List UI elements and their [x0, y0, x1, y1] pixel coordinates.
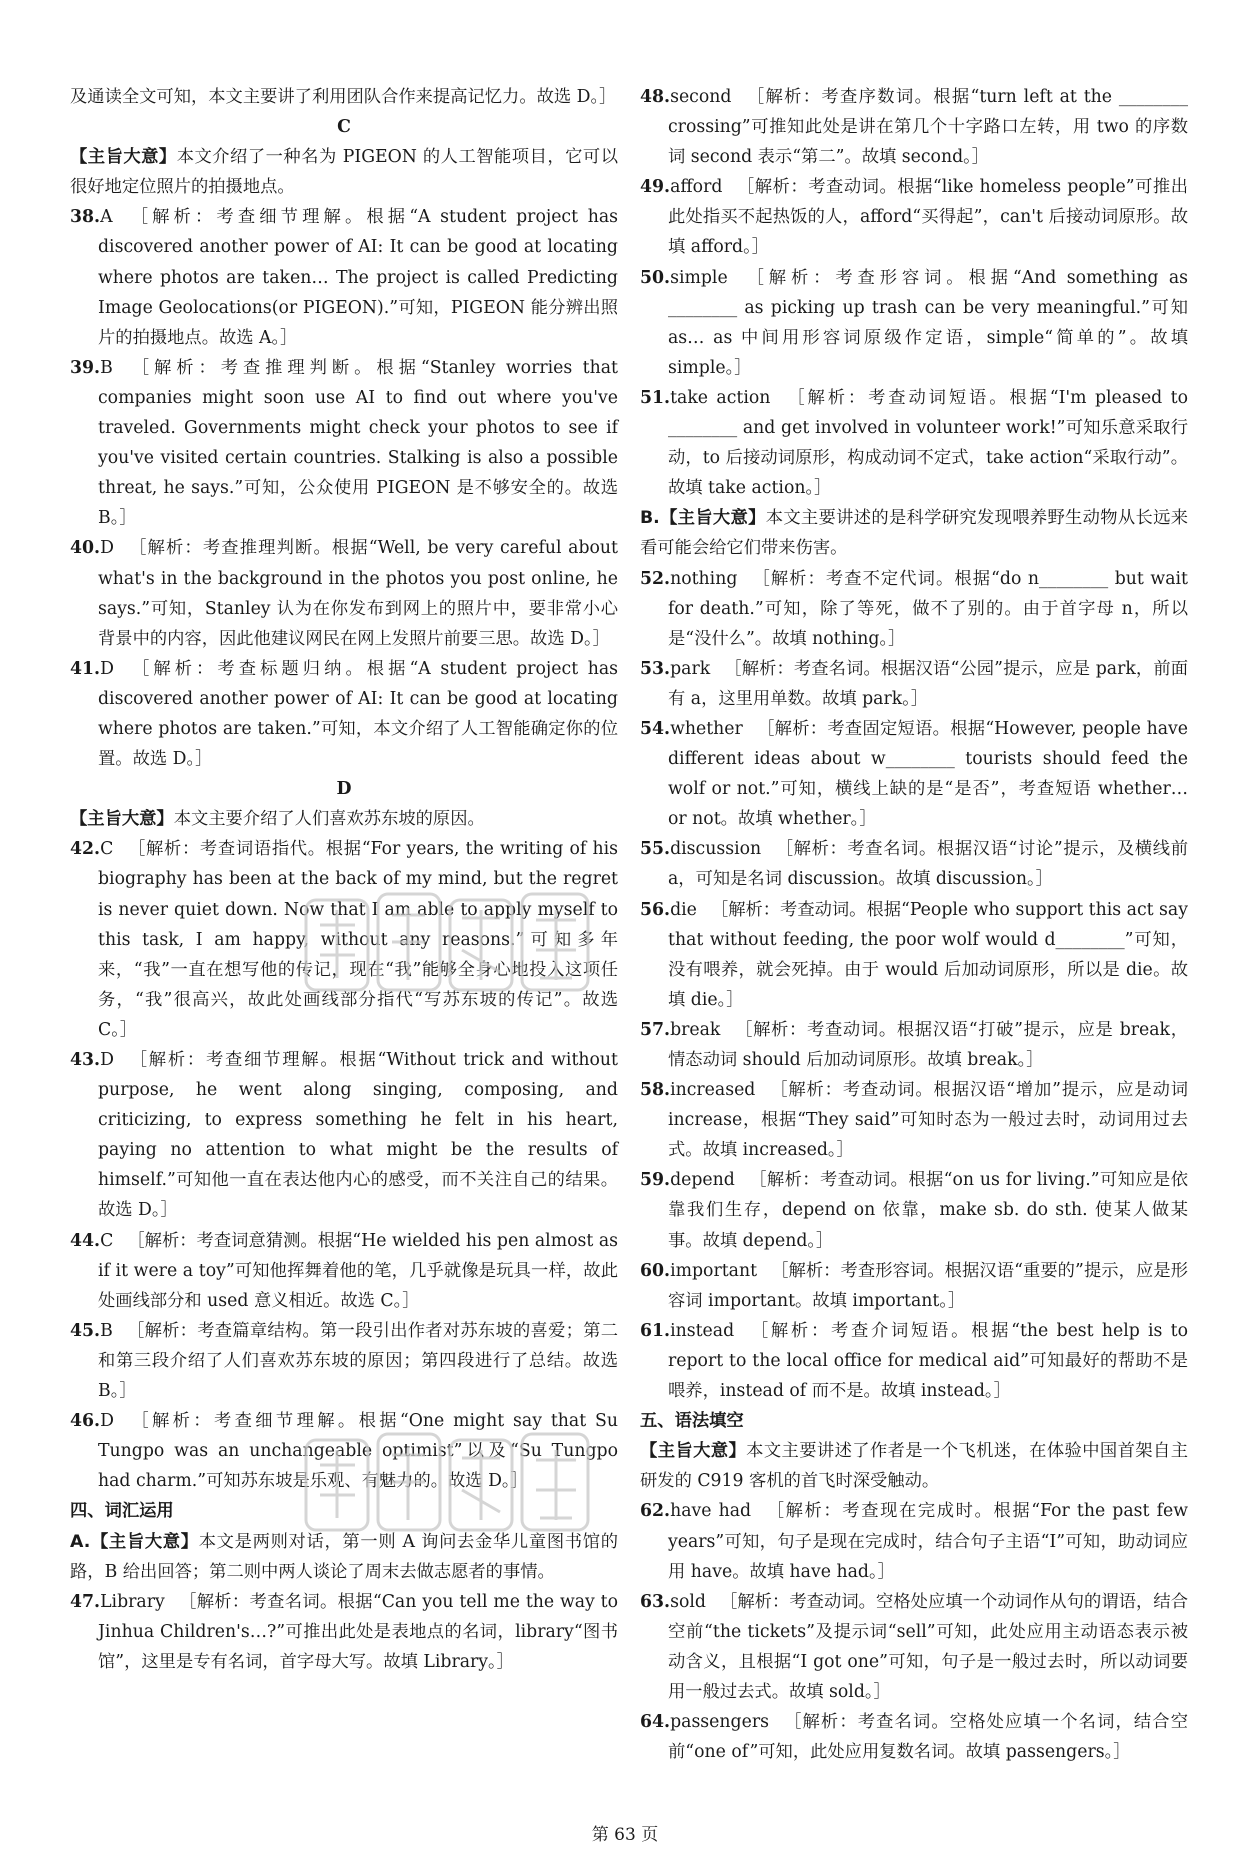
- question-number: 64.: [640, 1712, 671, 1733]
- paragraph: 及通读全文可知，本文主要讲了利用团队合作来提高记忆力。故选 D。］: [70, 87, 617, 107]
- answer-item: [640, 1015, 1188, 1075]
- question-number: 46.: [70, 1411, 101, 1432]
- explanation-text: ［解析：考查名词。根据汉语“公园”提示，应是 park，前面有 a，这里用单数。故填 park。］: [668, 658, 1188, 709]
- question-number: 45.: [70, 1320, 101, 1341]
- answer-value: C: [100, 839, 114, 860]
- answer-item: [640, 564, 1188, 654]
- answer-item: [640, 383, 1188, 503]
- answer-value: depend: [670, 1170, 735, 1191]
- answer-item: [640, 1496, 1188, 1586]
- answer-item: [70, 1045, 618, 1226]
- question-number: 59.: [640, 1170, 671, 1191]
- answer-item: [640, 1165, 1188, 1255]
- answer-value: D: [100, 538, 114, 559]
- summary-block: [640, 1436, 1188, 1496]
- passage-heading: C: [337, 117, 351, 138]
- explanation-text: ［解析：考查名词。空格处应填一个名词，结合空前“one of”可知，此处应用复数名词。故填 passengers。］: [668, 1712, 1188, 1763]
- answer-value: C: [100, 1230, 114, 1251]
- answer-item: [640, 654, 1188, 714]
- summary-tag: B.【主旨大意】: [640, 508, 766, 529]
- question-number: 63.: [640, 1591, 671, 1612]
- answer-value: Library: [100, 1591, 165, 1612]
- summary-tag: 【主旨大意】: [640, 1441, 747, 1462]
- answer-item: [70, 533, 618, 653]
- summary-tag: 【主旨大意】: [70, 809, 174, 830]
- section-heading: 五、语法填空: [640, 1411, 744, 1432]
- answer-value: whether: [670, 718, 743, 739]
- explanation-text: ［解析：考查不定代词。根据“do n________ but wait for death.”可知，除了等死，做不了别的。由于首字母 n，所以是“没什么”。故填 nothing。］: [668, 568, 1188, 649]
- question-number: 60.: [640, 1260, 671, 1281]
- answer-item: [640, 1075, 1188, 1165]
- summary-block: [70, 804, 618, 834]
- answer-value: increased: [670, 1080, 756, 1101]
- summary-block: [640, 503, 1188, 563]
- passage-heading: D: [336, 779, 352, 800]
- explanation-text: ［解析：考查介词短语。根据“the best help is to report to the local office for medical aid”可知最好的帮助不是喂养，instead of 而不是。故填 instead。］: [668, 1320, 1188, 1402]
- page-number: 第 63 页: [591, 1825, 659, 1845]
- answer-value: afford: [670, 177, 723, 198]
- explanation-text: ［解析：考查名词。根据汉语“讨论”提示，及横线前 a，可知是名词 discussion。故填 discussion。］: [668, 839, 1188, 890]
- left-column: [70, 82, 618, 1677]
- explanation-text: ［解析：考查细节理解。根据“One might say that Su Tungpo was an unchangeable optimist”以及“Su Tungpo had charm.”可知苏东坡是乐观、有魅力的。故选 D。］: [98, 1411, 618, 1492]
- question-number: 47.: [70, 1591, 101, 1612]
- question-number: 53.: [640, 658, 671, 679]
- summary-tag: A.【主旨大意】: [70, 1531, 199, 1552]
- question-number: 62.: [640, 1501, 671, 1522]
- summary-text: 本文主要讲述的是科学研究发现喂养野生动物从长远来看可能会给它们带来伤害。: [640, 508, 1188, 559]
- explanation-text: ［解析：考查动词。根据汉语“打破”提示，应是 break，情态动词 should 后加动词原形。故填 break。］: [668, 1019, 1188, 1070]
- answer-value: have had: [670, 1501, 752, 1522]
- answer-value: sold: [670, 1591, 706, 1612]
- summary-text: 本文是两则对话，第一则 A 询问去金华儿童图书馆的路，B 给出回答；第二则中两人谈论了周末去做志愿者的事情。: [70, 1531, 619, 1582]
- question-number: 40.: [70, 538, 101, 559]
- explanation-text: ［解析：考查动词。根据“People who support this act say that without feeding, the poor wolf would d________”可知，没有喂养，就会死掉。由于 would 后加动词原形，所以是 die。故填 die。］: [668, 899, 1188, 1010]
- explanation-text: ［解析：考查序数词。根据“turn left at the ________ crossing”可推知此处是讲在第几个十字路口左转，用 two 的序数词 second 表示“第二”。故填 second。］: [668, 87, 1188, 168]
- answer-value: important: [670, 1260, 758, 1281]
- explanation-text: ［解析：考查词语指代。根据“For years, the writing of his biography has been at the back of my mind, but the regret is never quiet down. Now that I am able to apply myself to this task, I am happy, without any reasons.”可知多年来，“我”一直在想写他的传记，现在“我”能够全身心地投入这项任务，“我”很高兴，故此处画线部分指代“写苏东坡的传记”。故选 C。］: [98, 839, 618, 1040]
- section-heading: 四、词汇运用: [70, 1501, 174, 1522]
- question-number: 50.: [640, 267, 671, 288]
- question-number: 38.: [70, 207, 101, 228]
- answer-value: D: [100, 658, 114, 679]
- answer-item: [640, 895, 1188, 1015]
- answer-item: [640, 834, 1188, 894]
- explanation-text: ［解析：考查词意猜测。根据“He wielded his pen almost as if it were a toy”可知他挥舞着他的笔，几乎就像是玩具一样，故此处画线部分和 used 意义相近。故选 C。］: [98, 1230, 618, 1311]
- answer-item: [640, 714, 1188, 834]
- answer-item: [70, 654, 618, 774]
- explanation-text: ［解析：考查动词。根据汉语“增加”提示，应是动词 increase，根据“They said”可知时态为一般过去时，动词用过去式。故填 increased。］: [668, 1080, 1188, 1161]
- answer-item: [70, 353, 618, 534]
- explanation-text: ［解析：考查动词。根据“like homeless people”可推出此处指买不起热饭的人，afford“买得起”，can't 后接动词原形。故填 afford。］: [668, 177, 1188, 258]
- explanation-text: ［解析：考查细节理解。根据“Without trick and without purpose, he went along singing, composing, and criticizing, to express something he felt in his heart, paying no attention to what might be the results of himself.”可知他一直在表达他内心的感受，而不关注自己的结果。故选 D。］: [98, 1050, 618, 1221]
- answer-item: [640, 1587, 1188, 1707]
- answer-value: second: [670, 87, 732, 107]
- question-number: 48.: [640, 87, 671, 107]
- answer-item: [70, 1587, 618, 1677]
- question-number: 55.: [640, 839, 671, 860]
- answer-value: simple: [670, 267, 728, 288]
- answer-value: break: [670, 1019, 721, 1040]
- answer-item: [640, 1316, 1188, 1406]
- answer-item: [70, 202, 618, 352]
- answer-value: park: [670, 658, 711, 679]
- answer-value: die: [670, 899, 697, 920]
- answer-value: B: [100, 357, 113, 378]
- summary-block: [70, 1527, 618, 1587]
- answer-value: D: [100, 1050, 114, 1070]
- question-number: 49.: [640, 177, 671, 198]
- answer-item: [640, 82, 1188, 172]
- question-number: 44.: [70, 1230, 101, 1251]
- question-number: 43.: [70, 1050, 101, 1070]
- answer-value: A: [100, 207, 113, 228]
- explanation-text: ［解析：考查动词。根据“on us for living.”可知应是依靠我们生存，depend on 依靠，make sb. do sth. 使某人做某事。故填 depend。］: [668, 1170, 1188, 1251]
- answer-item: [70, 1226, 618, 1316]
- question-number: 56.: [640, 899, 671, 920]
- answer-value: take action: [670, 387, 771, 408]
- explanation-text: ［解析：考查推理判断。根据“Stanley worries that companies might soon use AI to find out where you've traveled. Governments might check your photos to see if you've visited certain countries. Stalking is also a possible threat, he says.”可知，公众使用 PIGEON 是不够安全的。故选 B。］: [98, 357, 618, 529]
- question-number: 57.: [640, 1019, 671, 1040]
- answer-item: [640, 1256, 1188, 1316]
- answer-value: nothing: [670, 568, 738, 589]
- explanation-text: ［解析：考查推理判断。根据“Well, be very careful about what's in the background in the photos you post online, he says.”可知，Stanley 认为在你发布到网上的照片中，要非常小心背景中的内容，因此他建议网民在网上发照片前要三思。故选 D。］: [98, 538, 618, 649]
- question-number: 52.: [640, 568, 671, 589]
- explanation-text: ［解析：考查形容词。根据“And something as ________ as picking up trash can be very meaningful.”可知 as… as 中间用形容词原级作定语，simple“简单的”。故填 simple。］: [668, 267, 1188, 378]
- answer-value: discussion: [670, 839, 762, 860]
- answer-item: [640, 172, 1188, 262]
- question-number: 42.: [70, 839, 101, 860]
- question-number: 51.: [640, 387, 671, 408]
- explanation-text: ［解析：考查名词。根据“Can you tell me the way to Jinhua Children's…?”可推出此处是表地点的名词，library“图书馆”，这里是专有名词，首字母大写。故填 Library。］: [98, 1591, 618, 1672]
- summary-text: 本文介绍了一种名为 PIGEON 的人工智能项目，它可以很好地定位照片的拍摄地点。: [70, 147, 618, 198]
- explanation-text: ［解析：考查固定短语。根据“However, people have different ideas about w________ tourists should feed the wolf or not.”可知，横线上缺的是“是否”，考查短语 whether… or not。故填 whether。］: [668, 718, 1188, 830]
- explanation-text: ［解析：考查动词短语。根据“I'm pleased to ________ and get involved in volunteer work!”可知乐意采取行动，to 后接动词原形，构成动词不定式，take action“采取行动”。故填 take action。］: [668, 387, 1188, 499]
- explanation-text: ［解析：考查形容词。根据汉语“重要的”提示，应是形容词 important。故填 important。］: [668, 1260, 1188, 1311]
- question-number: 41.: [70, 658, 101, 679]
- explanation-text: ［解析：考查动词。空格处应填一个动词作从句的谓语，结合空前“the tickets”及提示词“sell”可知，此处应用主动语态表示被动含义，且根据“I got one”可知，句子是一般过去时，所以动词要用一般过去式。故填 sold。］: [668, 1591, 1188, 1702]
- answer-value: B: [100, 1320, 113, 1341]
- answer-item: [70, 834, 618, 1045]
- summary-block: [70, 142, 618, 202]
- summary-tag: 【主旨大意】: [70, 147, 177, 168]
- answer-value: passengers: [670, 1712, 769, 1733]
- summary-text: 本文主要介绍了人们喜欢苏东坡的原因。: [173, 809, 485, 830]
- answer-item: [70, 1316, 618, 1406]
- question-number: 54.: [640, 718, 671, 739]
- question-number: 58.: [640, 1080, 671, 1101]
- explanation-text: ［解析：考查现在完成时。根据“For the past few years”可知，句子是现在完成时，结合句子主语“I”可知，助动词应用 have。故填 have had。］: [668, 1501, 1188, 1582]
- question-number: 39.: [70, 357, 101, 378]
- summary-text: 本文主要讲述了作者是一个飞机迷，在体验中国首架自主研发的 C919 客机的首飞时深受触动。: [640, 1441, 1188, 1492]
- answer-item: [640, 263, 1188, 383]
- answer-value: D: [100, 1411, 114, 1432]
- explanation-text: ［解析：考查细节理解。根据“A student project has discovered another power of AI: It can be good at locating where photos are taken… The project is called Predicting Image Geolocations(or PIGEON).”可知，PIGEON 能分辨出照片的拍摄地点。故选 A。］: [98, 207, 618, 348]
- right-column: [640, 82, 1188, 1767]
- question-number: 61.: [640, 1320, 671, 1341]
- answer-value: instead: [670, 1320, 735, 1341]
- explanation-text: ［解析：考查篇章结构。第一段引出作者对苏东坡的喜爱；第二和第三段介绍了人们喜欢苏东坡的原因；第四段进行了总结。故选 B。］: [98, 1320, 618, 1402]
- explanation-text: ［解析：考查标题归纳。根据“A student project has discovered another power of AI: It can be good at locating where photos are taken.”可知，本文介绍了人工智能确定你的位置。故选 D。］: [98, 658, 618, 770]
- answer-item: [640, 1707, 1188, 1767]
- answer-item: [70, 1406, 618, 1496]
